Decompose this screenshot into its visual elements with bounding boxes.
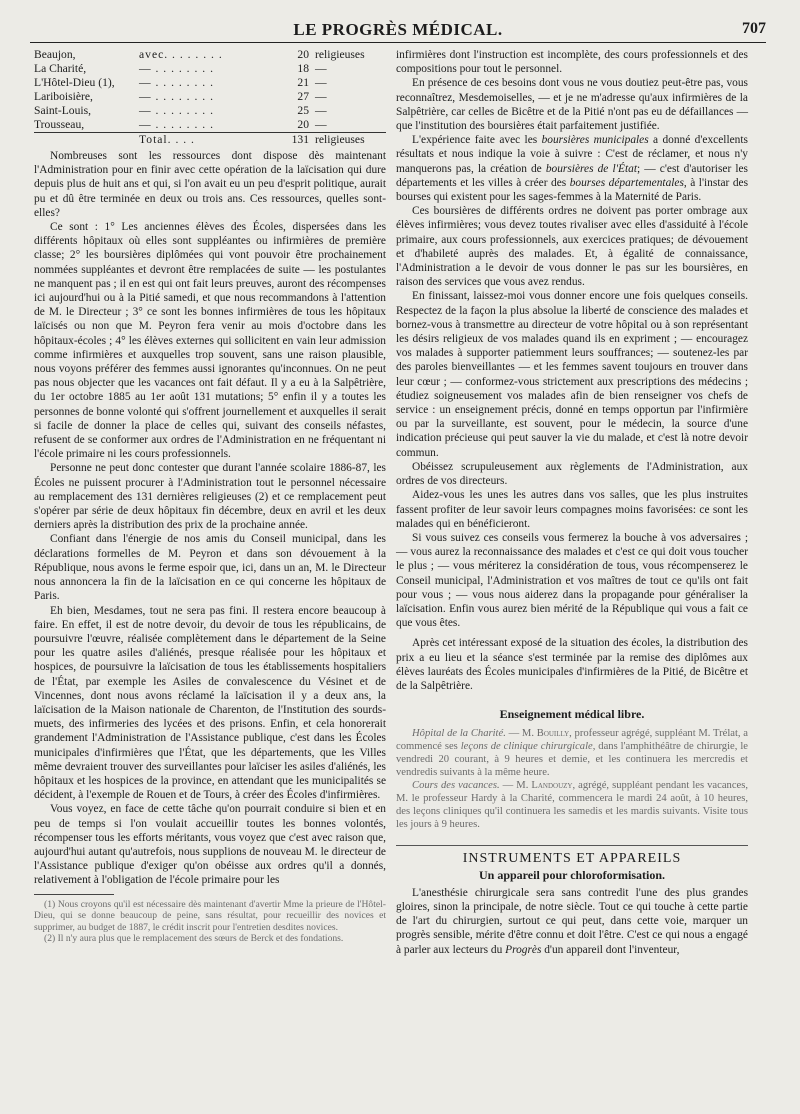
paragraph: Ces boursières de différents ordres ne doivent pas porter ombrage aux élèves infirmières; vous devez toutes rivaliser avec elles d'assiduité à l'école primaire, aux cours professionnels, aux exercices pratiques; de dévouement et d'habileté auprès des malades. Et, à égalité de connaissance, l'Administration a le devoir de vous donner le pas sur les boursières, en raison des services que vous avez rendus. [396, 205, 748, 289]
page-header [30, 18, 766, 43]
paragraph: Vous voyez, en face de cette tâche qu'on pourrait conduire si bien et en peu de temps si l'on voulait accueillir toutes les bonnes volontés, récompenser tous les efforts méritants, vous voyez que c'est avec raison que, aujourd'hui autant qu'autrefois, nous supplions de nouveau M. le directeur de l'Assistance publique d'exiger qu'on obéisse aux ordres qu'il a donnés, relativement à l'obligation de l'école primaire pour les [34, 803, 386, 887]
left-column [34, 48, 386, 945]
paragraph: infirmières dont l'instruction est incomplète, des cours professionnels et des compositions pour tout le personnel. [396, 49, 748, 76]
text-run: L'expérience faite avec les [412, 134, 542, 147]
paragraph: Personne ne peut donc contester que durant l'année scolaire 1886-87, les Écoles ne puissent procurer à l'Administration tout le personnel nécessaire au remplacement des 131 dernières religieuses (2) et ce remplacement peut s'opérer par série de deux hôpitaux fin décembre, deux en avril et les deux derniers après la distribution des prix de la prochaine année. [34, 462, 386, 532]
text-run: — M. [505, 728, 537, 740]
text-run: ; — c'est d'autoriser les départements et les villes à créer des [396, 162, 748, 189]
hospital-name: L'Hôtel-Dieu (1), [34, 76, 115, 89]
religieuses-count: 20 [297, 48, 309, 61]
text-run: a donné d'excellents résultats et nous indique la voie à suivre : C'est de réclamer, et nous n'y manquerons pas, la création de [396, 134, 748, 175]
text-run: , agrégé, suppléant pendant les vacances, M. le professeur Hardy à la Charité, commencera le mardi 24 août, à 10 heures, des leçons cliniques qu'il continuera les samedis et les mardis suivants. Visite tous les jours à 9 heures. [396, 780, 749, 831]
row-separator: — . . . . . . . . [139, 76, 214, 89]
count-unit: — [315, 90, 327, 103]
religieuses-count: 25 [297, 104, 309, 117]
paragraph [396, 886, 748, 957]
paragraph: Après cet intéressant exposé de la situation des écoles, la distribution des prix a eu lieu et la séance s'est terminée par la remise des diplômes aux élèves lauréats des Écoles municipales d'infirmières de la Pitié, de Bicêtre et de la Salpêtrière. [396, 637, 748, 692]
article-subtitle: Un appareil pour chloroformisation. [478, 867, 666, 882]
hospital-name: Saint-Louis, [34, 104, 92, 117]
italic-run: Cours des vacances. [412, 780, 500, 792]
paragraph: Ce sont : 1° Les anciennes élèves des Écoles, dispersées dans les différents hôpitaux où elles sont suppléantes ou infirmières de première classe; 2° les boursières diplômées qui vont pouvoir être prochainement nommées suppléantes et devront être remplacées de suite — les postulantes ne manquent pas ; il en est qui ont fait leurs preuves, auront des récompenses ici aujourd'hui ou à la Pitié samedi, et que nous recommandons à l'attention de M. le Directeur ; 3° ce sont les bonnes infirmières de tous les hôpitaux laïcisés ou non que M. Peyron fera venir au mois d'octobre dans les hôpitaux-écoles ; 4° les élèves externes qui sollicitent en vain leur admission comme infirmières et auxquelles trop souvent, sans une raison plausible, nous voyons préférer des femmes aussi ignorantes qu'inconnues. On ne peut pas nous objecter que les vacances ont fait défaut. Il y a eu à la Salpêtrière, du 1er octobre 1885 au 1er août 131 mutations; 5° enfin il y a toutes les personnes de bonne volonté qui s'offrent journellement et auxquelles il serait si facile de donner la place de celles qui, suivant des conseils néfastes, refusent de se conformer aux ordres de l'Administration en ne fréquentant ni l'école primaire ni les cours professionnels. [34, 221, 386, 461]
paragraph: Obéissez scrupuleusement aux règlements de l'Administration, aux ordres de vos directeurs. [396, 460, 748, 488]
section-enseignement [396, 727, 748, 831]
italic-run: leçons de clinique chirurgicale [460, 741, 593, 753]
text-run: , à l'instar des bourses qui existent pour les sages-femmes à la Maternité de Paris. [396, 176, 749, 204]
hospital-name: Lariboisière, [34, 90, 93, 103]
total-count: 131 [269, 133, 315, 148]
count-unit: — [315, 62, 327, 75]
section-title-enseignement: Enseignement médical libre. [499, 707, 645, 722]
row-separator: avec. . . . . . . . [139, 48, 223, 61]
religieuses-count: 27 [297, 90, 309, 103]
table-total-row [34, 133, 386, 148]
row-separator: — . . . . . . . . [139, 104, 214, 117]
right-column [396, 48, 748, 957]
paragraph: Aidez-vous les unes les autres dans vos salles, que les plus instruites fassent profiter de leur savoir leurs compagnes moins favorisées: ce sont les malades qui en bénéficieront. [396, 489, 748, 530]
italic-run: bourses départementales [569, 176, 684, 189]
count-unit: — [315, 118, 327, 131]
religieuses-count: 20 [297, 118, 309, 131]
text-run: d'un appareil dont l'inventeur, [541, 943, 680, 956]
italic-run: Progrès [505, 943, 542, 956]
text-run: L'anesthésie chirurgicale sera sans contredit l'une des plus grandes gloires, sinon la principale, de notre siècle. Tout ce qui touche à cette partie de l'art du chirurgien, surtout ce qui peut, dans cette voie, marquer un progrès sensible, mérite d'être connu et doit l'être. C'est ce qui nous a engagé à parler aux lecteurs du [396, 886, 748, 956]
table-row [34, 76, 386, 90]
text-run: , professeur agrégé, suppléant M. Trélat, a commencé ses [396, 728, 749, 753]
hospital-name: La Charité, [34, 62, 87, 75]
footnote-divider [34, 894, 114, 895]
text-run: , dans l'amphithéâtre de chirurgie, le vendredi 20 courant, à 9 heures et demie, et les continuera les mercredis et vendredis suivants à la même heure. [396, 741, 748, 779]
row-separator: — . . . . . . . . [139, 62, 214, 75]
footnote-2: (2) Il n'y aura plus que le remplacement des sœurs de Berck et des fondations. [44, 933, 344, 945]
religieuses-count: 18 [297, 62, 309, 75]
count-unit: religieuses [315, 48, 365, 61]
count-unit: — [315, 76, 327, 89]
footnote-1: (1) Nous croyons qu'il est nécessaire dès maintenant d'avertir Mme la prieure de l'Hôtel-Dieu, qui se donne beaucoup de peine, sans résultat, pour recueillir des novices et supprimer, au budget de 1887, le crédit inscrit pour l'entretien desdites novices. [34, 898, 386, 933]
paragraph: Si vous suivez ces conseils vous fermerez la bouche à vos adversaires ; — vous aurez la reconnaissance des malades et c'est ce qui doit vous toucher le plus ; — vous mériterez la considération de tous, vous récompenserez le Conseil municipal, l'Administration et vos maîtres de tout ce qu'ils ont fait pour vous ; — vous nous aiderez dans la propagande pour généraliser la laïcisation. Enfin vous aurez bien mérité de la République qui vous a fait ce que vous êtes. [396, 531, 748, 630]
table-row [34, 90, 386, 104]
page-number: 707 [742, 20, 766, 37]
italic-run: Hôpital de la Charité. [412, 728, 506, 740]
table-row [34, 118, 386, 133]
count-unit: — [315, 104, 327, 117]
section-title-instruments: INSTRUMENTS ET APPAREILS [396, 845, 748, 866]
religieuses-count: 21 [297, 76, 309, 89]
journal-title: LE PROGRÈS MÉDICAL. [293, 20, 503, 39]
person-name: Bouilly [536, 728, 570, 740]
paragraph: En présence de ces besoins dont vous ne vous doutiez peut-être pas, vous reconnaîtrez, Mesdemoiselles, — et je ne m'adresse qu'aux infirmières de la Salpêtrière, car celles de Bicêtre et de la Pitié n'ont pas eu de défaillances — que l'institution des boursières était parfaitement justifiée. [396, 77, 748, 133]
paragraph [396, 779, 748, 831]
paragraph [396, 133, 748, 204]
person-name: Landouzy [531, 780, 573, 792]
paragraph: Nombreuses sont les ressources dont dispose dès maintenant l'Administration pour en finir avec cette opération de la laïcisation qui dure depuis plus de huit ans et qui, si l'on avait eu un peu d'esprit politique, aurait pu et dû être terminée en deux ou trois ans. Ces ressources, quelles sont-elles? [34, 150, 386, 219]
table-row [34, 104, 386, 118]
paragraph [396, 727, 748, 779]
italic-run: boursières municipales [541, 134, 649, 147]
text-run: — M. [499, 780, 532, 792]
religieuses-table [34, 48, 386, 147]
hospital-name: Trousseau, [34, 118, 85, 131]
total-label: Total. . . . [139, 133, 269, 148]
footnotes [34, 899, 386, 945]
paragraph: Confiant dans l'énergie de nos amis du Conseil municipal, dans les déclarations formelles de M. Peyron et dans son dévouement à la République, nous avons le ferme espoir que, ici, dans un an, M. le Directeur nous annoncera la fin de la laïcisation en ce qui concerne les hôpitaux de Paris. [34, 533, 386, 603]
table-row [34, 48, 386, 62]
row-separator: — . . . . . . . . [139, 90, 214, 103]
paragraph: En finissant, laissez-moi vous donner encore une fois quelques conseils. Respectez de la façon la plus absolue la liberté de conscience des malades et bornez-vous à transmettre au directeur de votre hôpital ou à son représentant les désirs religieux de vos malades quand ils en expriment ; — encouragez vos malades à supporter patiemment leurs souffrances; — soutenez-les par des paroles bienveillantes — et les femmes savent toujours en trouver dans leur cœur ; — conformez-vous strictement aux prescriptions des médecins ; étudiez soigneusement vos malades afin de bien renseigner vos chefs de service : un enseignement précis, donné en temps opportun par l'infirmière ou par la surveillante, est souvent, pour le médecin, la source d'une indication précieuse qui peut sauver la vie du malade, et c'est là notre devoir commun. [396, 290, 748, 459]
row-separator: — . . . . . . . . [139, 118, 214, 131]
total-spacer [34, 133, 139, 148]
table-row [34, 62, 386, 76]
hospital-name: Beaujon, [34, 48, 76, 61]
total-unit: religieuses [315, 133, 386, 148]
italic-run: boursières de l'État [545, 162, 638, 175]
paragraph: Eh bien, Mesdames, tout ne sera pas fini. Il restera encore beaucoup à faire. En effet, il est de notre devoir, du devoir de tous les républicains, de poursuivre l'œuvre, réalisée complètement dans le département de la Seine pour les quatre asiles d'aliénés, presque réalisée pour les hôpitaux et hospices, de poursuivre la laïcisation de tous les établissements hospitaliers de l'État, par exemple les Asiles de convalescence du Vésinet et de Vincennes, dont nous avons réclamé la laïcisation il y a deux ans, la laïcisation de la Maison nationale de Charenton, de l'Institution des sourds-muets, des infirmeries des lycées et des prisons. Enfin, et cela honorerait grandement l'Administration de l'Assistance publique, c'est dans les Écoles municipales d'infirmières que l'État, que les départements, que les Villes même devraient trouver des surveillantes pour laïciser les asiles d'aliénés, les hôpitaux et les hospices de la province, en attendant que les municipalités se décident, à l'exemple de Rouen et de Tours, à créer des Écoles d'infirmières. [34, 604, 386, 802]
